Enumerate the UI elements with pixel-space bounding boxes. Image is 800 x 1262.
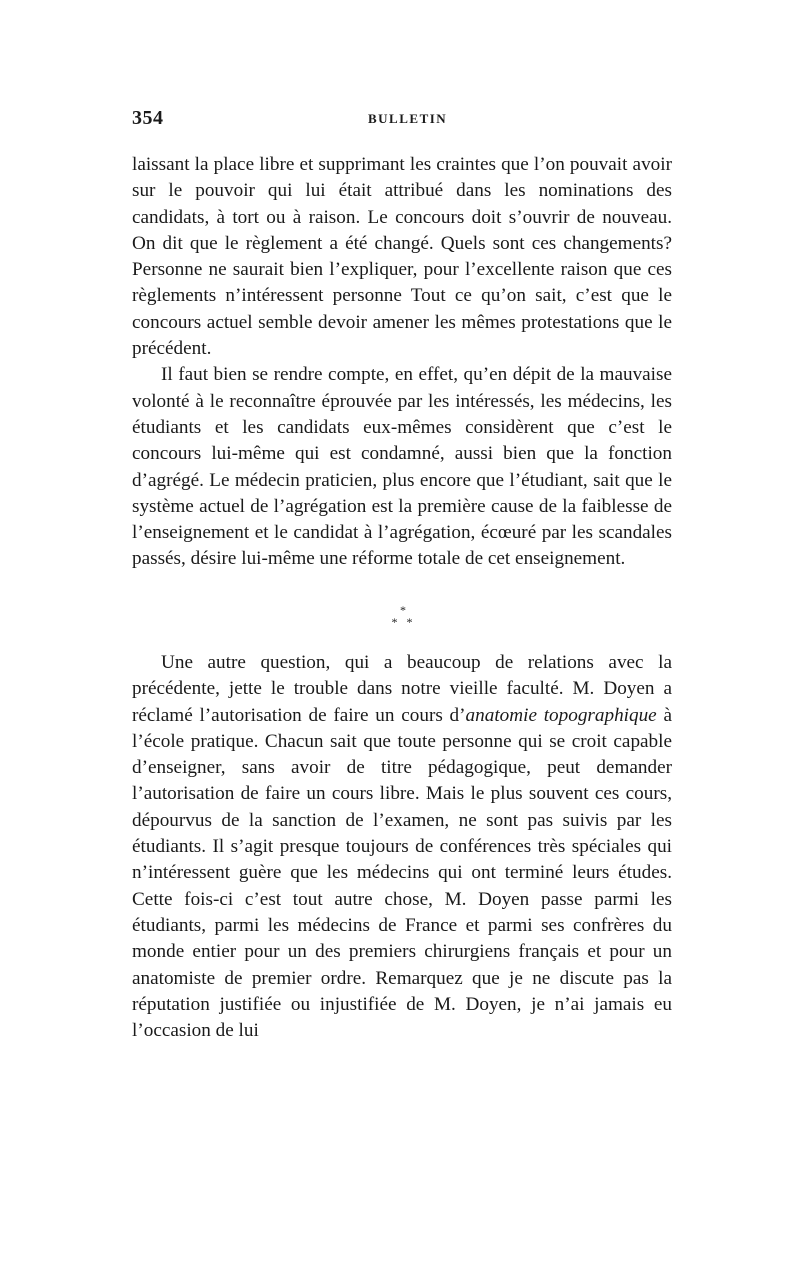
asterism-star-right: * bbox=[406, 615, 413, 629]
text-block-lower bbox=[132, 650, 672, 1044]
paragraph-continuation: laissant la place libre et supprimant les craintes que l’on pouvait avoir sur le pouvoir qui lui était attribué dans les nominations des candidats, à tort ou à raison. Le concours doit s’ouvrir de nouveau. On dit que le règlement a été changé. Quels sont ces changements? Personne ne saurait bien l’expliquer, pour l’excellente raison que ces règlements n’intéressent personne Tout ce qu’on sait, c’est que le concours actuel semble devoir amener les mêmes protestations que le précédent. bbox=[132, 154, 672, 360]
paragraph-doyen-start: Une autre question, qui a beaucoup de relations avec la précédente, jette le trouble dans notre vieille faculté. M. Doyen a réclamé l’autorisation de faire un cours d’ bbox=[132, 652, 672, 726]
page-header bbox=[132, 107, 672, 133]
section-separator-asterism bbox=[380, 604, 424, 634]
italic-course-title: anatomie topographique bbox=[465, 704, 657, 726]
page-number: 354 bbox=[132, 107, 164, 129]
asterism-star-left: * bbox=[391, 615, 398, 629]
paragraph-agregation: Il faut bien se rendre compte, en effet, qu’en dépit de la mauvaise volonté à le reconnaître éprouvée par les intéressés, les médecins, les étudiants et les candidats eux-mêmes considèrent que c’est le concours lui-même qui est condamné, aussi bien que la fonction d’agrégé. Le médecin praticien, plus encore que l’étudiant, sait que le système actuel de l’agrégation est la première cause de la faiblesse de l’enseignement et le candidat à l’agrégation, écœuré par les scandales passés, désire lui-même une réforme totale de cet enseignement. bbox=[132, 364, 672, 570]
paragraph-doyen bbox=[132, 650, 672, 1044]
running-head: BULLETIN bbox=[368, 111, 448, 126]
asterism-star-top: * bbox=[400, 603, 406, 617]
text-block-upper bbox=[132, 152, 672, 573]
paragraph-doyen-rest: à l’école pratique. Chacun sait que toute personne qui se croit capable d’enseigner, sans avoir de titre pédagogique, peut demander l’autorisation de faire un cours libre. Mais le plus souvent ces cours, dépourvus de la sanction de l’examen, ne sont pas suivis par les étudiants. Il s’agit presque toujours de conférences très spéciales qui n’intéressent guère que les médecins qui ont terminé leurs études. Cette fois-ci c’est tout autre chose, M. Doyen passe parmi les étudiants, parmi les médecins de France et parmi ses confrères du monde entier pour un des premiers chirurgiens français et pour un anatomiste de premier ordre. Remarquez que je ne discute pas la réputation justifiée ou injustifiée de M. Doyen, je n’ai jamais eu l’occasion de lui bbox=[132, 704, 672, 1042]
